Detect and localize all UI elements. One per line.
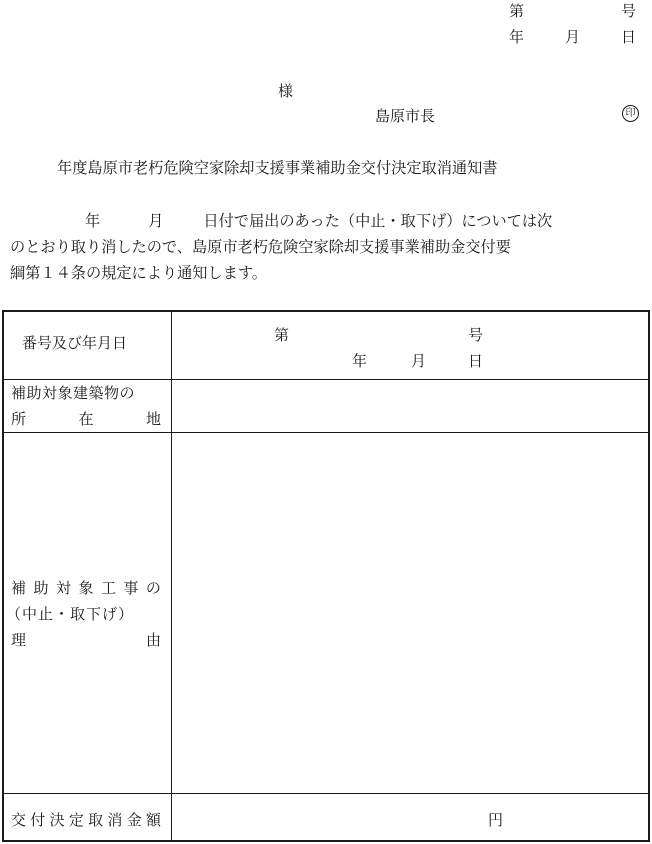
label-char: 消 [107, 811, 123, 829]
row-number-prefix: 第 [274, 326, 290, 344]
label-char: 対 [55, 579, 71, 597]
body-line-1 [10, 208, 642, 234]
addressee-honorific: 様 [278, 82, 294, 100]
table-column-divider [171, 312, 172, 840]
label-char: 理 [11, 631, 27, 649]
row-amount-label [11, 809, 161, 830]
row-number-suffix: 号 [468, 326, 484, 344]
document-number-suffix: 号 [620, 2, 636, 20]
label-char: 在 [78, 410, 94, 428]
label-char: 事 [123, 579, 139, 597]
label-char: 金 [126, 811, 142, 829]
table-row-divider [4, 379, 648, 380]
notice-table [2, 310, 650, 842]
table-row-divider [4, 793, 648, 794]
label-char: 付 [30, 811, 46, 829]
row-amount-unit: 円 [488, 811, 504, 829]
row-date-month: 月 [411, 352, 427, 370]
label-char: 由 [145, 631, 161, 649]
document-number [509, 0, 636, 21]
issuer-name: 島原市長 [375, 107, 436, 125]
row-reason-label-line3 [11, 629, 161, 650]
row-building-label-line2 [11, 408, 161, 429]
row-number-date-label: 番号及び年月日 [22, 334, 128, 352]
body-line-2: のとおり取り消したので、島原市老朽危険空家除却支援事業補助金交付要 [10, 238, 511, 256]
label-char: 決 [49, 811, 65, 829]
label-char: 額 [145, 811, 161, 829]
label-char: 補 [11, 579, 27, 597]
document-date [509, 26, 636, 47]
label-char: の [145, 579, 161, 597]
label-char: 助 [33, 579, 49, 597]
row-reason-label-line1 [11, 577, 161, 598]
body-month: 月 [148, 212, 164, 230]
label-char: 工 [100, 579, 116, 597]
row-date-year: 年 [352, 352, 368, 370]
seal-mark: 印 [622, 105, 639, 122]
document-date-year: 年 [509, 28, 525, 46]
document-title: 年度島原市老朽危険空家除却支援事業補助金交付決定取消通知書 [57, 159, 498, 177]
body-year: 年 [85, 212, 101, 230]
row-reason-label-line2: （中止・取下げ） [6, 605, 135, 623]
label-char: 交 [11, 811, 27, 829]
row-date-day: 日 [468, 352, 484, 370]
table-row-divider [4, 432, 648, 433]
label-char: 地 [145, 410, 161, 428]
label-char: 象 [78, 579, 94, 597]
document-date-day: 日 [620, 28, 636, 46]
document-number-prefix: 第 [509, 2, 525, 20]
label-char: 取 [88, 811, 104, 829]
body-line-3: 綱第１４条の規定により通知します。 [10, 264, 267, 282]
body-line-1-rest: 日付で届出のあった（中止・取下げ）については次 [203, 212, 553, 230]
label-char: 定 [68, 811, 84, 829]
row-building-label-line1: 補助対象建築物の [11, 384, 136, 402]
document-date-month: 月 [564, 28, 580, 46]
label-char: 所 [11, 410, 27, 428]
body-paragraph [10, 208, 642, 286]
